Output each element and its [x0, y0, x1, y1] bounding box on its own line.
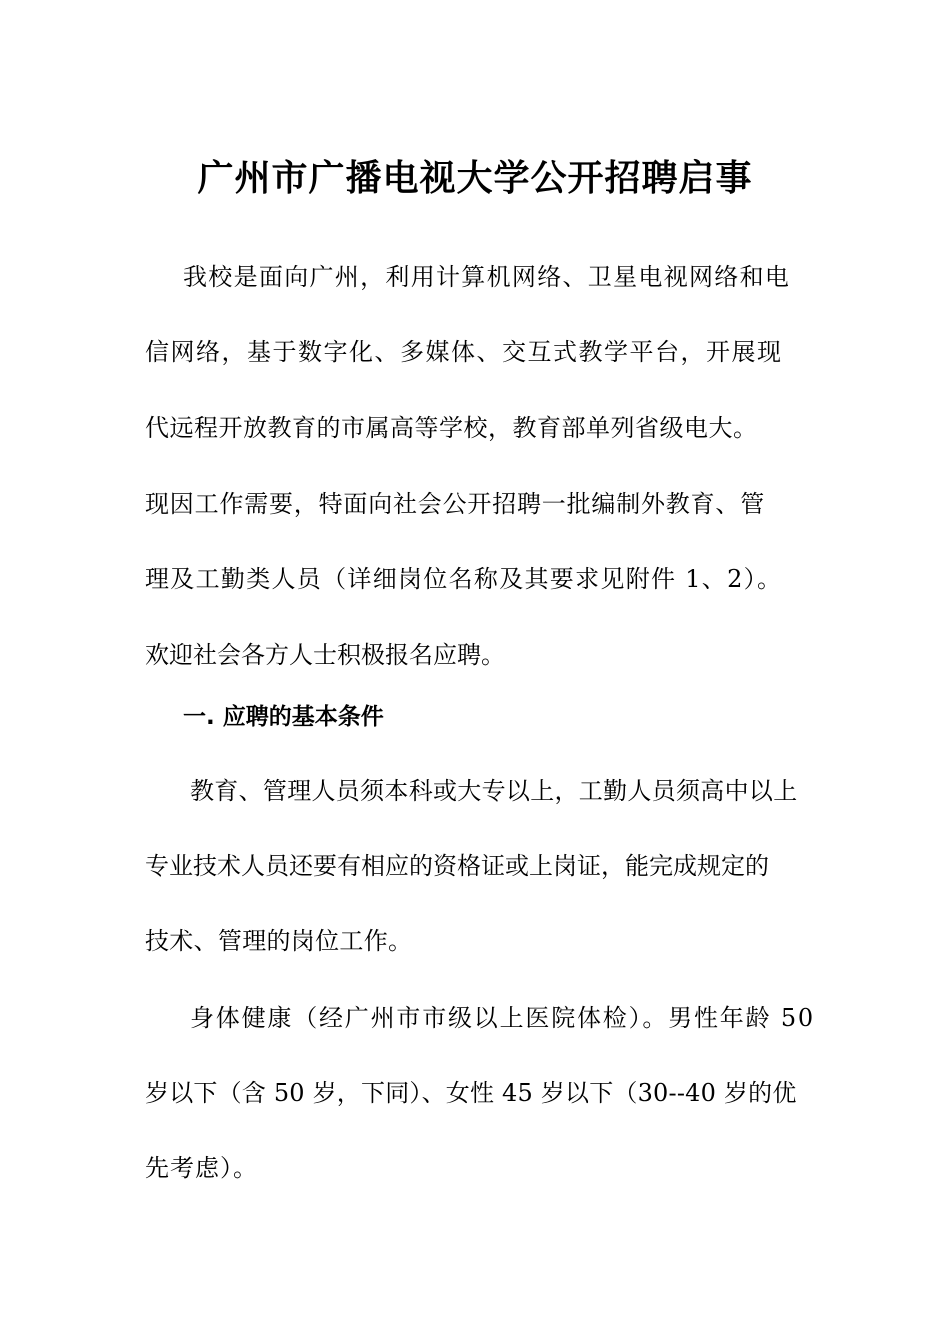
section1-para2-line-1: 身体健康（经广州市市级以上医院体检）。男性年龄 50 — [190, 1004, 815, 1032]
section1-para1-line-3: 技术、管理的岗位工作。 — [145, 927, 413, 955]
section1-para2-line-3: 先考虑）。 — [145, 1154, 258, 1182]
document-title: 广州市广播电视大学公开招聘启事 — [197, 157, 753, 199]
section1-para2-line-2: 岁以下（含 50 岁，下同）、女性 45 岁以下（30--40 岁的优 — [145, 1079, 797, 1107]
intro-line-4: 现因工作需要，特面向社会公开招聘一批编制外教育、管 — [145, 490, 765, 518]
intro-line-6: 欢迎社会各方人士积极报名应聘。 — [145, 641, 505, 669]
intro-line-1: 我校是面向广州，利用计算机网络、卫星电视网络和电 — [183, 263, 791, 291]
intro-line-3: 代远程开放教育的市属高等学校，教育部单列省级电大。 — [145, 414, 758, 442]
intro-line-2: 信网络，基于数字化、多媒体、交互式教学平台，开展现 — [145, 338, 783, 366]
section1-para1-line-1: 教育、管理人员须本科或大专以上，工勤人员须高中以上 — [190, 777, 798, 805]
intro-line-5: 理及工勤类人员（详细岗位名称及其要求见附件 1、2）。 — [145, 565, 783, 593]
section1-para1-line-2: 专业技术人员还要有相应的资格证或上岗证，能完成规定的 — [145, 852, 769, 880]
section-heading-basic-conditions: 一. 应聘的基本条件 — [183, 704, 384, 730]
